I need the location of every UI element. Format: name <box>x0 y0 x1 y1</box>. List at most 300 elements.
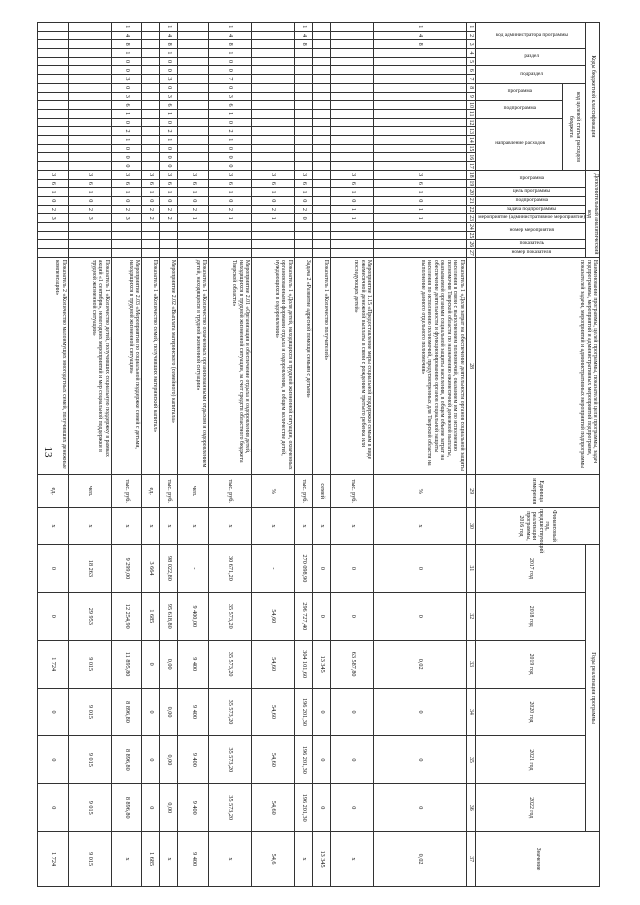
row-unit: тыс. руб. <box>331 475 374 508</box>
code-digit: 3 <box>209 170 252 179</box>
year-value: 0 <box>313 592 331 640</box>
code-digit <box>68 31 111 40</box>
code-digit <box>313 222 331 231</box>
code-digit <box>294 118 312 127</box>
code-digit <box>178 127 209 136</box>
row-unit: чел. <box>68 475 111 508</box>
code-digit <box>313 144 331 153</box>
code-digit: 3 <box>111 75 142 84</box>
year-2017-header: 2017 год <box>475 545 585 593</box>
year-value: 0 <box>374 592 467 640</box>
code-digit <box>294 240 312 249</box>
code-digit: 4 <box>374 31 467 40</box>
code-digit: 0 <box>160 153 178 162</box>
razdel-header: раздел <box>524 53 539 60</box>
code-digit <box>331 66 374 75</box>
budget-codes-group: Коды бюджетной классификации <box>586 23 600 171</box>
row-name: Показатель 1 «Количество охваченных организованными отдыхом и оздоровлением детей, находящихся в трудной жизненной ситуации» <box>178 257 209 475</box>
code-digit <box>38 83 69 92</box>
column-number: 23 <box>468 215 475 222</box>
code-digit <box>38 101 69 110</box>
code-digit <box>374 240 467 249</box>
code-digit: 1 <box>160 188 178 197</box>
year-value: 54,60 <box>252 592 295 640</box>
column-number: 18 <box>468 171 475 178</box>
code-digit: 3 <box>331 170 374 179</box>
code-digit: 2 <box>142 205 160 214</box>
year-value: 9 400 <box>178 688 209 736</box>
code-digit <box>331 127 374 136</box>
column-number: 9 <box>466 92 475 101</box>
code-digit <box>142 57 160 66</box>
code-digit <box>68 127 111 136</box>
column-number: 6 <box>466 66 475 75</box>
code-digit <box>294 57 312 66</box>
year-value: 9 015 <box>68 688 111 736</box>
code-digit <box>142 118 160 127</box>
code-digit <box>313 57 331 66</box>
code-digit <box>331 109 374 118</box>
code-digit <box>252 23 295 32</box>
year-value: 0 <box>313 784 331 832</box>
code-digit <box>111 249 142 258</box>
code-digit <box>331 92 374 101</box>
code-digit <box>178 83 209 92</box>
column-number: 31 <box>466 545 475 593</box>
code-digit: 1 <box>160 23 178 32</box>
code-digit <box>142 249 160 258</box>
year-value: 0 <box>38 688 69 736</box>
row-unit: тыс. руб. <box>294 475 312 508</box>
code-digit <box>252 240 295 249</box>
code-digit <box>294 231 312 240</box>
year-value: 0,00 <box>160 736 178 784</box>
code-digit: 8 <box>374 40 467 49</box>
code-digit: 2 <box>178 205 209 214</box>
code-digit <box>313 127 331 136</box>
year-value: 0,00 <box>160 688 178 736</box>
row-unit: % <box>374 475 467 508</box>
code-digit <box>252 135 295 144</box>
year-value: 9 015 <box>68 736 111 784</box>
code-digit: 6 <box>160 179 178 188</box>
code-digit <box>68 23 111 32</box>
code-digit <box>374 109 467 118</box>
code-digit: 1 <box>111 49 142 58</box>
year-value: 18 263 <box>68 545 111 593</box>
code-digit <box>252 40 295 49</box>
year-value: 0 <box>331 736 374 784</box>
code-digit <box>294 66 312 75</box>
code-digit <box>178 66 209 75</box>
row-final-value: 1 724 <box>38 832 69 887</box>
code-digit <box>252 109 295 118</box>
row-fin-year-value: х <box>68 508 111 545</box>
code-digit <box>313 214 331 223</box>
year-value: 0 <box>142 784 160 832</box>
year-value: 0 <box>313 545 331 593</box>
code-digit <box>294 162 312 171</box>
code-digit <box>374 118 467 127</box>
code-digit: 2 <box>160 214 178 223</box>
code-digit <box>252 83 295 92</box>
subprogram-a-header: подпрограмма <box>515 196 548 203</box>
code-digit <box>374 49 467 58</box>
row-name: Показатель 1 «Количество детей, получивших социальную поддержку в рамках акций «1 сентября», новогодних мероприятий и мер социальной поддержки в трудной жизненной ситуации» <box>68 257 111 475</box>
code-digit <box>209 231 252 240</box>
year-value: 54,60 <box>252 688 295 736</box>
code-digit <box>142 162 160 171</box>
code-digit: 0 <box>111 162 142 171</box>
row-final-value: 1 685 <box>142 832 160 887</box>
code-digit: 1 <box>252 188 295 197</box>
code-digit <box>142 109 160 118</box>
table-row <box>111 23 142 887</box>
code-digit <box>142 75 160 84</box>
column-number: 25 <box>468 232 475 239</box>
code-digit <box>68 75 111 84</box>
code-digit <box>331 83 374 92</box>
row-fin-year-value: х <box>331 508 374 545</box>
code-digit <box>209 249 252 258</box>
code-digit: 0 <box>111 196 142 205</box>
row-unit: семей <box>313 475 331 508</box>
column-number: 28 <box>466 257 475 475</box>
code-digit: 1 <box>374 205 467 214</box>
code-digit: 0 <box>209 66 252 75</box>
code-digit: 4 <box>209 31 252 40</box>
code-digit <box>331 135 374 144</box>
code-digit: 7 <box>209 75 252 84</box>
code-digit <box>178 118 209 127</box>
column-number: 36 <box>466 784 475 832</box>
year-value: 296 727,40 <box>294 592 312 640</box>
code-digit <box>313 66 331 75</box>
code-digit: 1 <box>38 188 69 197</box>
code-digit: 8 <box>294 40 312 49</box>
code-digit <box>331 31 374 40</box>
code-digit: 1 <box>111 23 142 32</box>
code-digit <box>38 135 69 144</box>
column-number: 19 <box>468 180 475 187</box>
row-name: Задача 2 «Развитие адресной помощи семьям с детьми» <box>294 257 312 475</box>
code-digit: 3 <box>294 170 312 179</box>
code-digit <box>252 101 295 110</box>
year-value: 196 201,30 <box>294 736 312 784</box>
row-name: Показатель 1 «Количество получателей» <box>313 257 331 475</box>
code-digit <box>38 249 69 258</box>
code-digit <box>313 40 331 49</box>
code-digit <box>68 49 111 58</box>
row-name: Мероприятие 2.01 «Организация и обеспечение отдыха и оздоровления детей, находящихся в трудной жизненной ситуации, за счет средств областного бюджета Тверской области» <box>209 257 252 475</box>
code-digit: 0 <box>142 196 160 205</box>
year-value: 0 <box>331 784 374 832</box>
code-digit <box>38 109 69 118</box>
code-digit: 3 <box>160 170 178 179</box>
code-digit <box>68 144 111 153</box>
code-digit <box>252 222 295 231</box>
code-digit <box>68 57 111 66</box>
year-value: 0 <box>142 736 160 784</box>
code-digit: 1 <box>252 214 295 223</box>
code-digit <box>38 153 69 162</box>
document-sheet <box>50 22 600 887</box>
year-value: 54,60 <box>252 784 295 832</box>
code-digit <box>142 66 160 75</box>
code-digit <box>38 57 69 66</box>
code-digit <box>252 231 295 240</box>
code-digit: 1 <box>209 188 252 197</box>
column-number: 5 <box>466 57 475 66</box>
code-digit <box>178 75 209 84</box>
year-value: 35 573,20 <box>209 784 252 832</box>
year-2018-header: 2018 год <box>475 592 585 640</box>
code-digit <box>38 222 69 231</box>
code-digit: 3 <box>160 92 178 101</box>
code-digit <box>38 118 69 127</box>
code-digit <box>374 162 467 171</box>
year-value: 0 <box>374 784 467 832</box>
table-body <box>38 23 467 887</box>
code-digit: 8 <box>160 40 178 49</box>
row-fin-year-value: х <box>209 508 252 545</box>
code-digit <box>313 196 331 205</box>
code-digit: 1 <box>142 188 160 197</box>
code-digit: 1 <box>160 49 178 58</box>
code-digit <box>313 23 331 32</box>
code-digit: 6 <box>209 179 252 188</box>
year-value: 9 400 <box>178 640 209 688</box>
code-digit: 4 <box>111 31 142 40</box>
code-digit <box>294 135 312 144</box>
code-digit <box>294 75 312 84</box>
row-name: Показатель 1 «Доля затрат на обеспечение деятельности органов социальной защиты населения в связи с выполнением полномочий, оказанием им по исполнению полномочия Тверской области по назначению ежемесячной денежной выплаты, оказываемой органами социальной защиты населения, в общем объеме затрат на обеспечение деятельности и функционированию органов социальной защиты населения по исполнению полномочий, предусмотренных для Тверской области на выполнение данного отдельного полномочия» <box>374 257 467 475</box>
row-fin-year-value: х <box>374 508 467 545</box>
code-digit <box>313 205 331 214</box>
code-digit: 0 <box>160 57 178 66</box>
column-number: 21 <box>468 197 475 204</box>
code-digit: 0 <box>111 66 142 75</box>
table-row <box>313 23 331 887</box>
year-value: 9 400 <box>178 736 209 784</box>
code-digit: 6 <box>68 179 111 188</box>
year-value: 0 <box>313 736 331 784</box>
code-digit <box>68 162 111 171</box>
column-number: 26 <box>468 241 475 248</box>
code-digit: 1 <box>160 109 178 118</box>
code-digit <box>313 83 331 92</box>
code-digit <box>331 49 374 58</box>
tasks-header: задача подпрограммы <box>507 205 557 212</box>
code-digit: 6 <box>178 179 209 188</box>
code-digit <box>68 83 111 92</box>
column-number: 37 <box>466 832 475 887</box>
code-digit: 0 <box>209 118 252 127</box>
code-digit: 0 <box>160 162 178 171</box>
year-2022-header: 2022 год <box>475 784 585 832</box>
code-digit: 0 <box>111 118 142 127</box>
year-value: 1 724 <box>38 640 69 688</box>
admin-code-header: код администратора программы <box>495 31 568 38</box>
year-value: 1 685 <box>142 592 160 640</box>
code-digit <box>294 153 312 162</box>
year-value: 0 <box>374 688 467 736</box>
code-digit: 1 <box>294 188 312 197</box>
code-digit <box>313 162 331 171</box>
code-digit <box>294 127 312 136</box>
code-digit: 3 <box>374 170 467 179</box>
year-value: 35 573,20 <box>209 688 252 736</box>
year-value: 8 896,80 <box>111 736 142 784</box>
code-digit <box>374 153 467 162</box>
code-digit <box>68 231 111 240</box>
analytic-code-group: Дополнительный аналитический код <box>586 170 600 257</box>
code-digit: 0 <box>209 57 252 66</box>
code-digit: 0 <box>294 196 312 205</box>
code-digit: 2 <box>111 205 142 214</box>
column-number: 32 <box>466 592 475 640</box>
row-fin-year-value: х <box>178 508 209 545</box>
code-digit <box>68 222 111 231</box>
years-group-header: Годы реализации программы <box>586 545 600 832</box>
year-value: 196 201,30 <box>294 784 312 832</box>
code-digit: 1 <box>374 23 467 32</box>
code-digit <box>142 231 160 240</box>
row-fin-year-value: х <box>111 508 142 545</box>
row-fin-year-value: х <box>142 508 160 545</box>
code-digit <box>178 135 209 144</box>
code-digit <box>38 49 69 58</box>
year-2019-header: 2019 год <box>475 640 585 688</box>
code-digit <box>142 144 160 153</box>
code-digit: 3 <box>142 170 160 179</box>
column-number: 14 <box>468 136 475 143</box>
year-value: 35 573,20 <box>209 640 252 688</box>
code-digit <box>252 153 295 162</box>
year-value: 0 <box>38 736 69 784</box>
table-row <box>331 23 374 887</box>
year-2021-header: 2021 год <box>475 736 585 784</box>
code-digit: 2 <box>160 127 178 136</box>
code-digit <box>294 222 312 231</box>
code-digit: 2 <box>160 205 178 214</box>
column-number: 17 <box>468 163 475 169</box>
code-digit: 2 <box>111 127 142 136</box>
code-digit: 2 <box>294 205 312 214</box>
row-name: Показатель 1 «Доля детей, находящихся в трудной жизненной ситуации, охваченных организованными формами отдыха и оздоровления, в общем количестве детей, нуждающихся в оздоровлении» <box>252 257 295 475</box>
code-digit <box>68 118 111 127</box>
code-digit <box>178 31 209 40</box>
code-digit <box>142 23 160 32</box>
page-number: 13 <box>42 446 54 458</box>
year-value: 9 015 <box>68 784 111 832</box>
code-digit: 2 <box>142 214 160 223</box>
code-digit: 1 <box>331 188 374 197</box>
column-number: 2 <box>466 31 475 40</box>
code-digit <box>68 240 111 249</box>
code-digit: 4 <box>160 31 178 40</box>
code-digit <box>111 231 142 240</box>
code-digit <box>374 135 467 144</box>
code-digit <box>294 83 312 92</box>
code-digit <box>160 249 178 258</box>
code-digit <box>38 92 69 101</box>
code-digit <box>331 231 374 240</box>
code-digit: 1 <box>331 205 374 214</box>
code-digit <box>68 101 111 110</box>
code-digit <box>313 153 331 162</box>
code-digit <box>313 240 331 249</box>
year-value: 0 <box>38 784 69 832</box>
code-digit: 4 <box>294 31 312 40</box>
code-digit: 0 <box>209 153 252 162</box>
code-digit: 6 <box>331 179 374 188</box>
year-value: 0 <box>331 688 374 736</box>
code-digit: 0 <box>38 196 69 205</box>
code-digit: 1 <box>209 214 252 223</box>
row-final-value: х <box>294 832 312 887</box>
row-final-value: 9 400 <box>178 832 209 887</box>
code-digit: 0 <box>160 144 178 153</box>
column-number: 12 <box>468 119 475 126</box>
table-row <box>252 23 295 887</box>
code-digit: 1 <box>160 135 178 144</box>
code-digit <box>209 240 252 249</box>
row-fin-year-value: х <box>313 508 331 545</box>
code-digit: 0 <box>209 144 252 153</box>
code-digit: 0 <box>160 83 178 92</box>
code-digit <box>142 31 160 40</box>
year-value: 0 <box>38 592 69 640</box>
code-digit: 1 <box>111 109 142 118</box>
code-digit <box>294 92 312 101</box>
code-digit <box>331 162 374 171</box>
year-value: 9 015 <box>68 640 111 688</box>
code-digit <box>252 144 295 153</box>
code-digit <box>178 101 209 110</box>
code-digit: 1 <box>178 188 209 197</box>
row-final-value: х <box>331 832 374 887</box>
code-digit <box>38 23 69 32</box>
row-unit: ед. <box>142 475 160 508</box>
column-number: 4 <box>466 49 475 58</box>
code-digit <box>331 118 374 127</box>
unit-header: Единица измерения <box>475 475 599 508</box>
year-value: 13 345 <box>313 640 331 688</box>
code-digit: 1 <box>209 49 252 58</box>
code-digit: 6 <box>142 179 160 188</box>
code-digit <box>331 222 374 231</box>
code-digit: 1 <box>331 214 374 223</box>
row-fin-year-value: х <box>294 508 312 545</box>
code-digit <box>294 144 312 153</box>
code-digit: 3 <box>68 170 111 179</box>
code-digit <box>209 222 252 231</box>
code-digit: 3 <box>160 75 178 84</box>
table-row <box>374 23 467 887</box>
row-final-value: х <box>160 832 178 887</box>
year-value: 0 <box>331 545 374 593</box>
code-digit <box>38 144 69 153</box>
row-unit: тыс. руб. <box>111 475 142 508</box>
code-digit: 1 <box>68 188 111 197</box>
code-digit <box>38 240 69 249</box>
column-number: 22 <box>468 206 475 213</box>
code-digit: 0 <box>160 196 178 205</box>
code-digit <box>313 31 331 40</box>
code-digit <box>252 31 295 40</box>
year-value: 270 098,90 <box>294 545 312 593</box>
